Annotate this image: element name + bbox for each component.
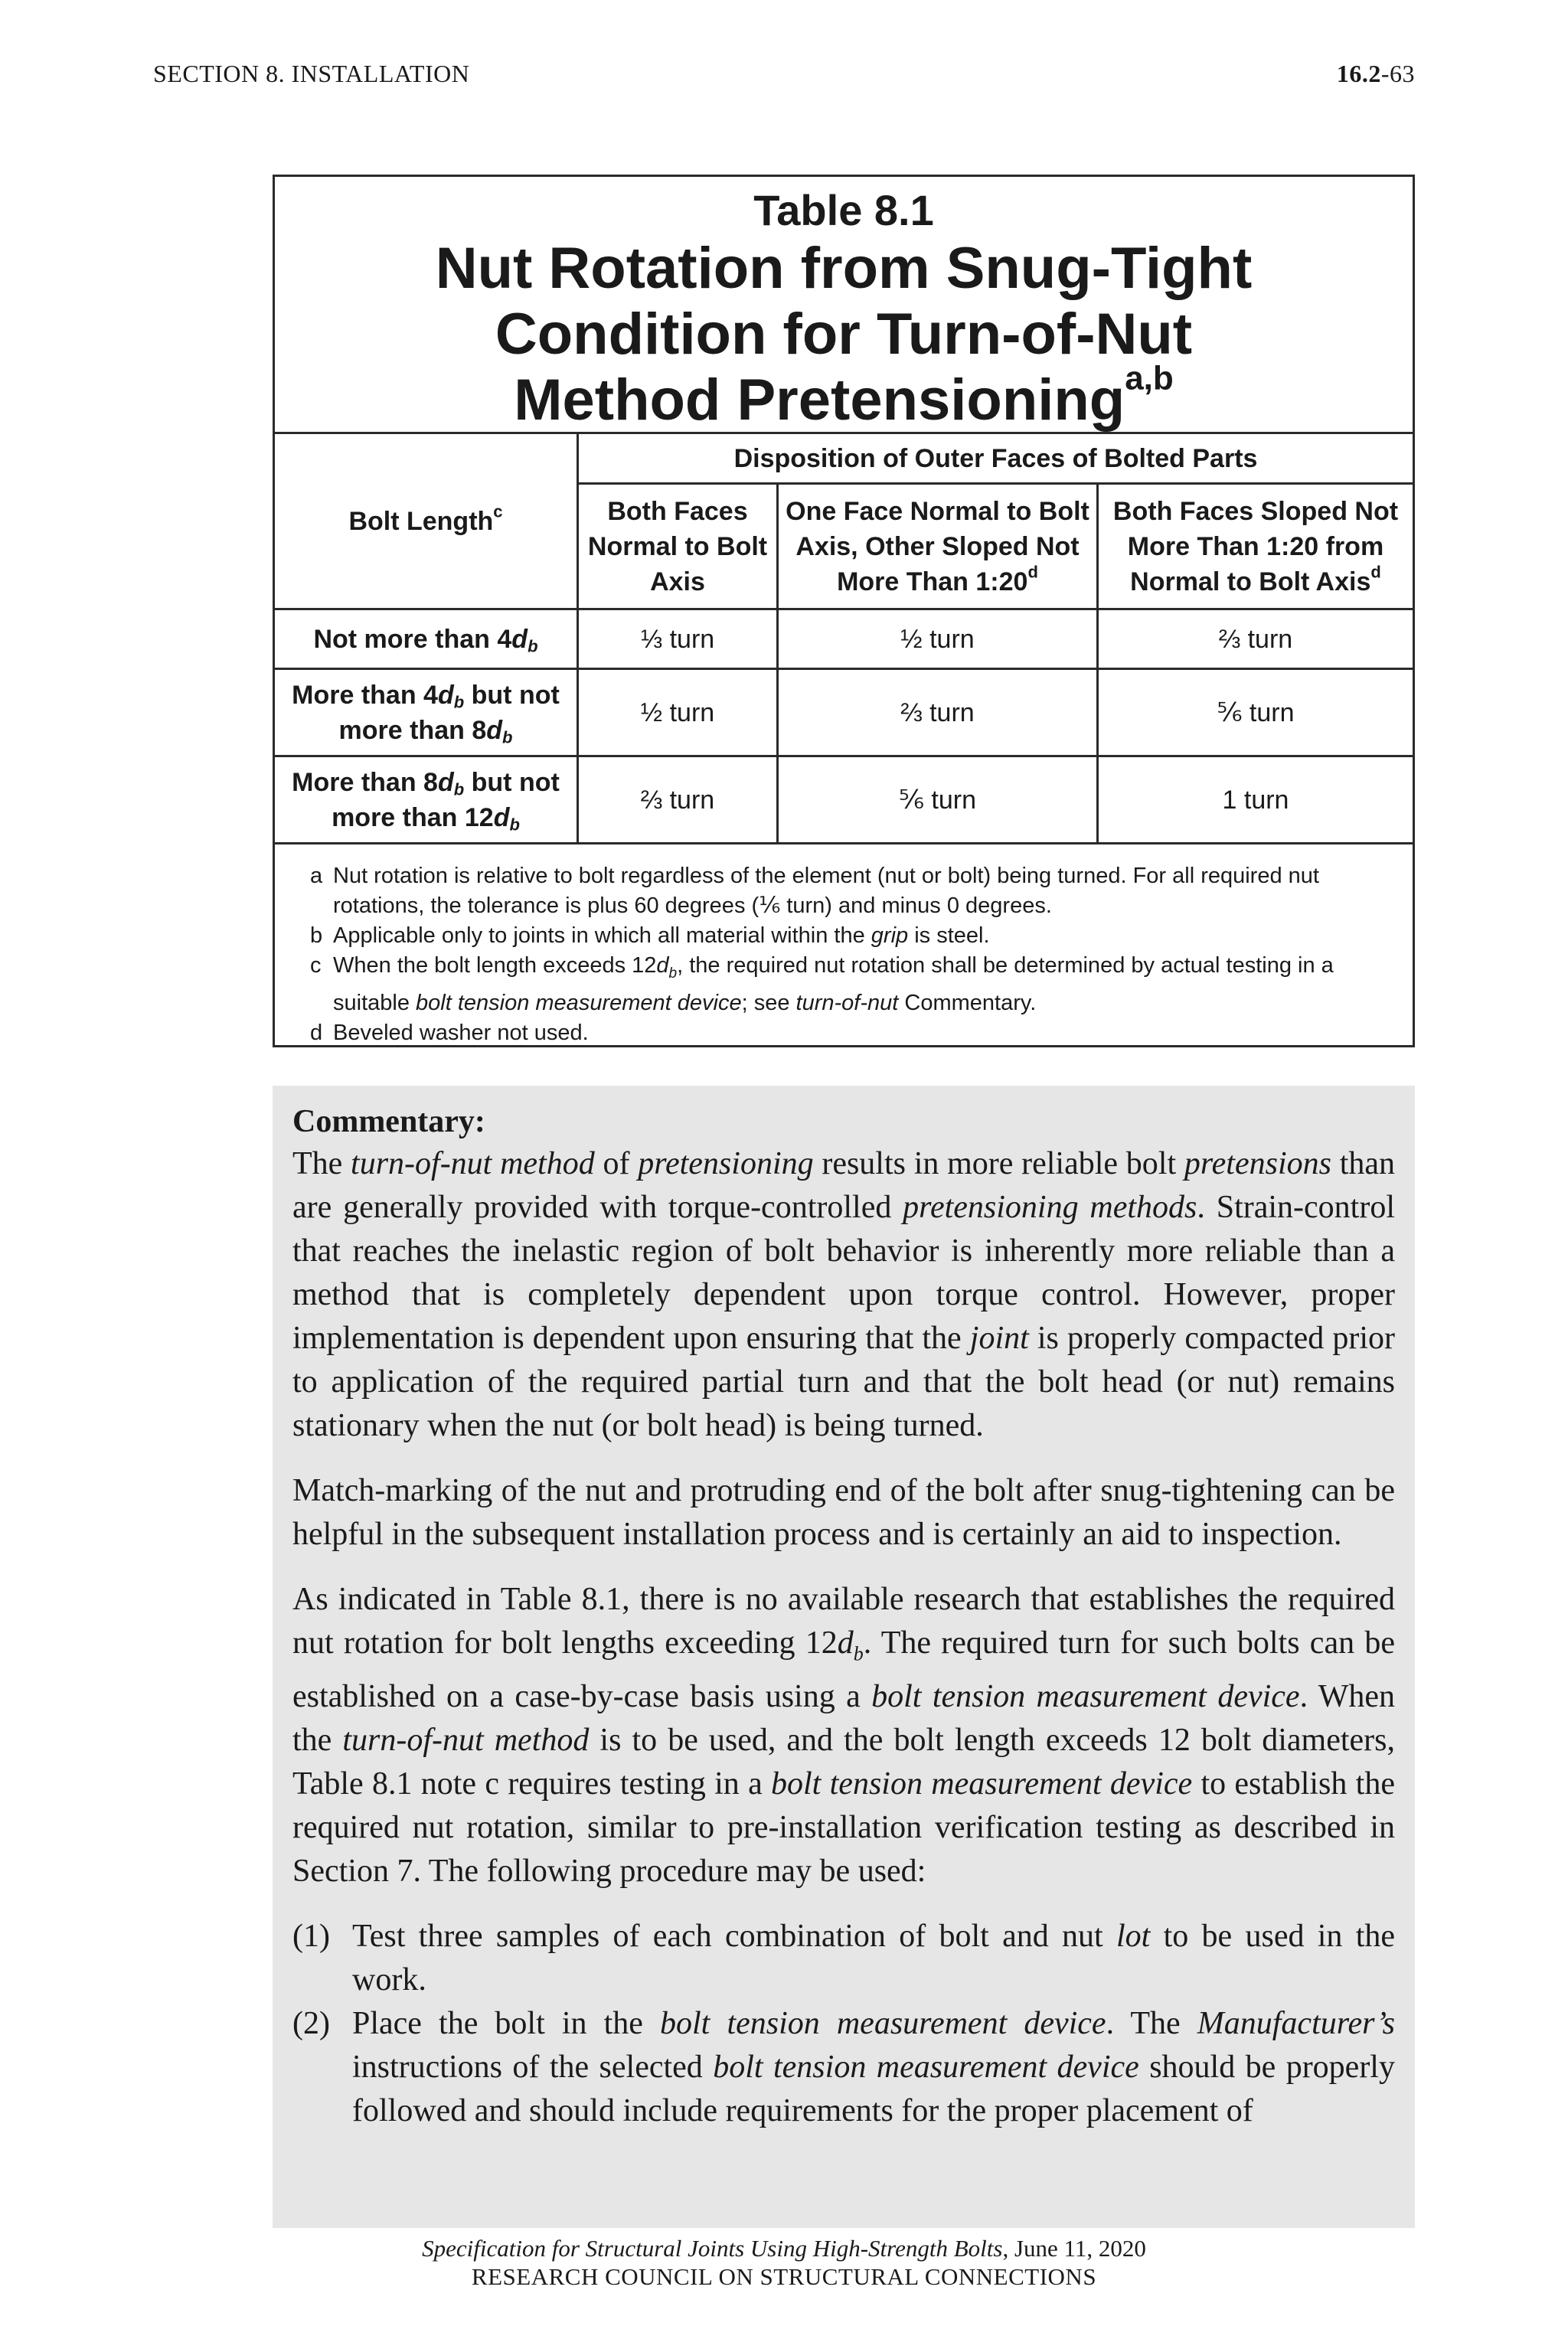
table-cell: ⅚ turn — [1099, 670, 1413, 757]
table-grid — [275, 434, 1413, 844]
commentary-box — [273, 1086, 1415, 2228]
commentary-paragraph: Match-marking of the nut and protruding end of the bolt after snug-tightening can be helpful in the subsequent installation process and is certainly an aid to inspection. — [292, 1473, 1395, 1552]
table-cell: ⅔ turn — [579, 757, 779, 844]
col-header: Both Faces Sloped Not More Than 1:20 from Normal to Bolt Axis$^d$ — [1099, 485, 1413, 610]
page-number: 16.2-63 — [1336, 60, 1415, 87]
section-label: SECTION 8. INSTALLATION — [153, 60, 470, 87]
table-cell: ½ turn — [779, 610, 1099, 670]
table-number: Table 8.1 — [753, 186, 934, 234]
procedure-list — [292, 1915, 1395, 2133]
row-header: More than $4d_b$ but not more than $8d_b$ — [275, 670, 579, 757]
table-note-c: c When the bolt length exceeds $12d_b$, the required nut rotation shall be determined by actual testing in a suitable bolt tension measurement device; see turn-of-nut Commentary. — [310, 953, 1334, 1015]
commentary-paragraph: The turn-of-nut method of pretensioning results in more reliable bolt pretensions than are generally provided with torque-controlled pretensioning methods. Strain-control that reaches the inelastic region of bolt behavior is inherently more reliable than a method that is completely dependent upon torque control. However, proper implementation is dependent upon ensuring that the joint is properly compacted prior to application of the required partial turn and that the bolt head (or nut) remains stationary when the nut (or bolt head) is being turned. — [292, 1146, 1396, 1443]
table-cell: ½ turn — [579, 670, 779, 757]
table-title: Nut Rotation from Snug-Tight Condition for Turn-of-Nut Method Pretensioning$^{a,b}$ — [435, 236, 1253, 433]
commentary-paragraph: As indicated in Table 8.1, there is no available research that establishes the required nut rotation for bolt lengths exceeding $12d_b$. The required turn for such bolts can be established on a case-by-case basis using a bolt tension measurement device. When the turn-of-nut method is to be used, and the bolt length exceeds 12 bolt diameters, Table 8.1 note c requires testing in a bolt tension measurement device to establish the required nut rotation, similar to pre-installation verification testing as described in Section 7. The following procedure may be used: — [292, 1582, 1396, 1890]
commentary-heading: Commentary: — [292, 1104, 485, 1139]
row-header: Not more than $4d_b$ — [275, 610, 579, 670]
footer-organization: RESEARCH COUNCIL ON STRUCTURAL CONNECTIONS — [471, 2263, 1097, 2290]
table-notes — [275, 844, 1413, 1048]
bolt-length-header: Bolt Length$^c$ — [275, 434, 579, 610]
footer-spec-line: Specification for Structural Joints Using High-Strength Bolts, June 11, 2020 — [422, 2235, 1146, 2262]
col-header: One Face Normal to Bolt Axis, Other Sloped Not More Than 1:20$^d$ — [779, 485, 1099, 610]
list-item: (2) Place the bolt in the bolt tension measurement device. The Manufacturer’s instructions of the selected bolt tension measurement device should be properly followed and should include requirements for the proper placement of — [292, 2006, 1395, 2129]
col-header: Both Faces Normal to Bolt Axis — [579, 485, 779, 610]
table-8-1 — [273, 175, 1415, 1047]
disposition-header: Disposition of Outer Faces of Bolted Parts — [579, 434, 1413, 485]
table-cell: ⅓ turn — [579, 610, 779, 670]
row-header: More than $8d_b$ but not more than $12d_b$ — [275, 757, 579, 844]
table-header — [275, 177, 1413, 434]
page-footer — [0, 2234, 1568, 2291]
table-cell: ⅚ turn — [779, 757, 1099, 844]
table-note-b: b Applicable only to joints in which all material within the grip is steel. — [310, 923, 990, 948]
table-cell: ⅔ turn — [1099, 610, 1413, 670]
list-item: (1) Test three samples of each combination of bolt and nut lot to be used in the work. — [292, 1919, 1396, 1998]
table-cell: 1 turn — [1099, 757, 1413, 844]
table-cell: ⅔ turn — [779, 670, 1099, 757]
running-head — [153, 60, 1415, 88]
table-note-d: d Beveled washer not used. — [310, 1020, 589, 1045]
table-note-a: a Nut rotation is relative to bolt regardless of the element (nut or bolt) being turned. For all required nut rotations, the tolerance is plus 60 degrees (⅙ turn) and minus 0 degrees. — [310, 864, 1319, 918]
